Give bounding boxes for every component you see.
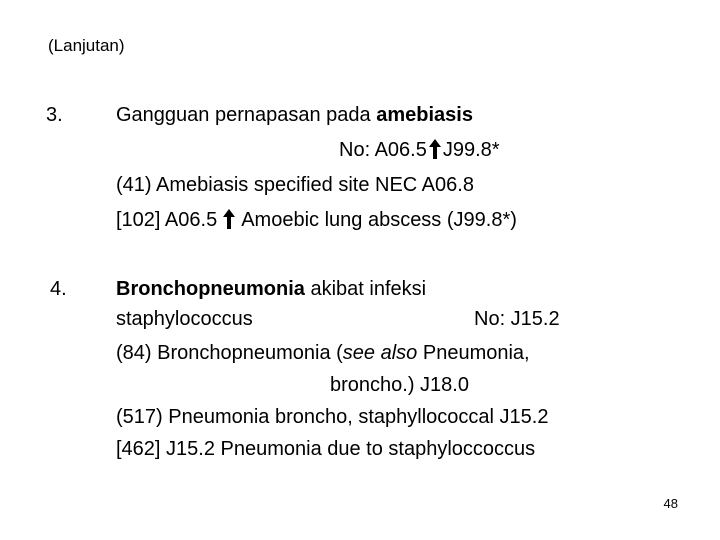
item-4-line-1-left: staphylococcus xyxy=(116,308,253,330)
item-4-line-2-italic: see also xyxy=(342,342,418,364)
item-4-number: 4. xyxy=(50,278,67,300)
item-4-line-2-a: (84) Bronchopneumonia ( xyxy=(116,342,343,364)
item-3-code-prefix: No: A06.5 xyxy=(339,139,427,161)
item-4-line-1-right: No: J15.2 xyxy=(474,308,560,330)
item-4-title-plain: akibat infeksi xyxy=(304,278,427,300)
item-4-title xyxy=(116,278,426,301)
item-4-line-2 xyxy=(116,342,530,365)
item-3-code-suffix: J99.8* xyxy=(442,139,500,161)
item-4-line-5: [462] J15.2 Pneumonia due to staphyloccoccus xyxy=(116,438,536,460)
item-3-line-2: (41) Amebiasis specified site NEC A06.8 xyxy=(116,174,474,196)
item-3-line-3 xyxy=(116,209,517,232)
item-4-title-bold: Bronchopneumonia xyxy=(116,278,305,300)
item-3-title xyxy=(116,104,473,127)
item-4-line-4: (517) Pneumonia broncho, staphyllococcal J15.2 xyxy=(116,406,549,428)
item-3-number: 3. xyxy=(46,104,63,126)
item-3-line-3-suffix: Amoebic lung abscess (J99.8*) xyxy=(241,209,517,231)
item-3-code-line xyxy=(339,139,500,162)
item-4-line-3: broncho.) J18.0 xyxy=(330,374,469,396)
continuation-header: (Lanjutan) xyxy=(48,36,125,55)
page-number: 48 xyxy=(663,496,678,511)
item-3-title-plain: Gangguan pernapasan pada xyxy=(116,104,377,126)
item-3-title-bold: amebiasis xyxy=(376,104,473,126)
up-arrow-icon xyxy=(223,209,235,229)
up-arrow-icon xyxy=(429,139,441,159)
item-3-line-3-prefix: [102] A06.5 xyxy=(116,209,218,231)
item-4-line-2-b: Pneumonia, xyxy=(417,342,530,364)
